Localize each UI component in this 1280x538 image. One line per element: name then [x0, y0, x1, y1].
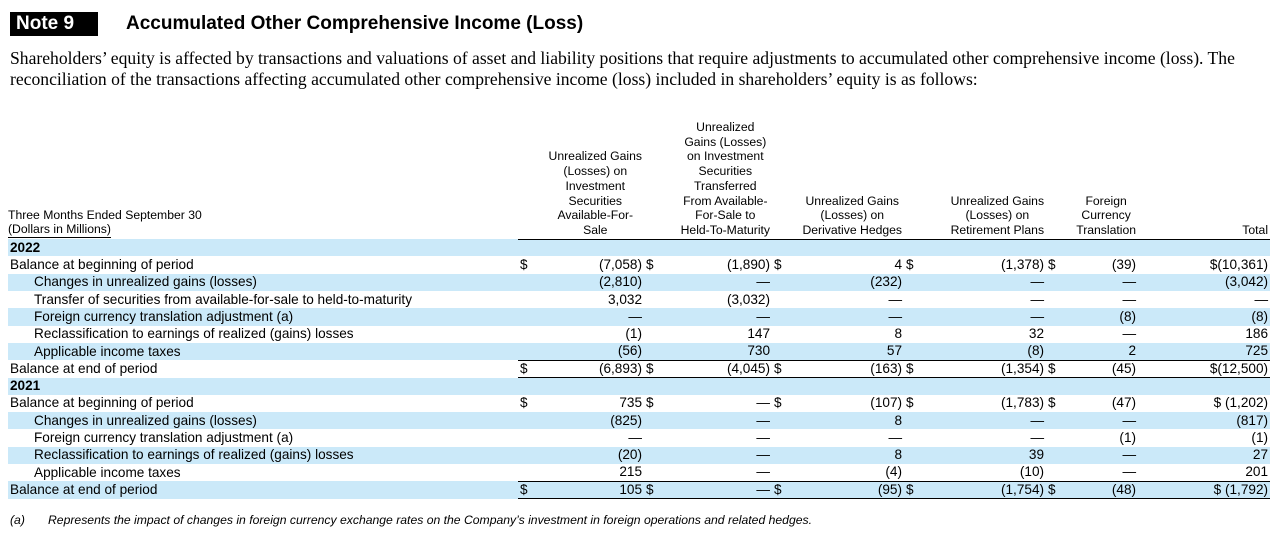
cell-value: — [1076, 447, 1138, 464]
dollar-sign [772, 326, 802, 343]
cell-value: (10) [934, 464, 1046, 481]
dollar-sign: $ [906, 257, 914, 273]
table-row [8, 464, 1270, 481]
cell-value: — [1122, 326, 1137, 342]
dollar-sign [644, 274, 674, 291]
cell-value: — [802, 308, 904, 325]
dollar-sign: $ [1046, 360, 1076, 377]
column-header-line: Retirement Plans [950, 222, 1045, 237]
section-year: 2022 [8, 239, 1270, 256]
dollar-sign [518, 464, 538, 481]
cell-value: (3,042) [1138, 274, 1270, 291]
row-label: Applicable income taxes [34, 464, 181, 480]
dollar-sign [904, 464, 934, 481]
dollar-sign [518, 326, 538, 343]
cell-value: — [674, 274, 772, 291]
row-header-line: (Dollars in Millions) [8, 222, 111, 237]
cell-value: — [1254, 291, 1269, 307]
dollar-sign [644, 326, 674, 343]
column-header [644, 120, 772, 239]
cell-value: 8 [894, 326, 903, 342]
cell-value: 32 [1028, 326, 1045, 342]
column-header-line: Currency [1081, 208, 1131, 223]
cell-value: (1,783) [1000, 395, 1045, 411]
column-header-line: Transferred [694, 178, 757, 193]
table-row [8, 429, 1270, 446]
dollar-sign: $ [772, 481, 802, 498]
dollar-sign [772, 447, 802, 464]
cell-value: (1,354) [934, 360, 1046, 377]
cell-value: 215 [538, 464, 644, 481]
cell-value: (56) [538, 343, 644, 360]
aoci-table-wrap [8, 120, 1270, 499]
cell-value: — [1030, 430, 1045, 446]
dollar-sign [518, 412, 538, 429]
dollar-sign: $ [518, 481, 538, 498]
cell-value: — [888, 291, 903, 307]
dollar-sign: $ [520, 257, 528, 273]
dollar-sign: $ [646, 257, 654, 273]
dollar-sign [1046, 429, 1076, 446]
dollar-sign: $ [644, 360, 674, 377]
cell-value: — [934, 412, 1046, 429]
column-header-line: For-Sale to [695, 208, 756, 223]
cell-value: (1) [625, 326, 643, 342]
dollar-sign [904, 412, 934, 429]
cell-value: (39) [1111, 257, 1137, 273]
cell-value: — [674, 447, 772, 464]
cell-value: (2,810) [538, 274, 644, 291]
table-row [8, 412, 1270, 429]
cell-value: $(12,500) [1138, 360, 1270, 377]
dollar-sign [518, 291, 538, 308]
dollar-sign [644, 291, 674, 308]
cell-value: 735 [619, 395, 643, 411]
cell-value: — [1076, 412, 1138, 429]
column-header-line: Unrealized Gains [805, 193, 899, 208]
column-header-line: Total [1242, 222, 1269, 237]
dollar-sign [644, 308, 674, 325]
cell-value: — [756, 430, 771, 446]
cell-value: (817) [1138, 412, 1270, 429]
dollar-sign [904, 326, 934, 343]
row-label: Applicable income taxes [8, 343, 518, 360]
dollar-sign: $ [1048, 395, 1056, 411]
dollar-sign: $ [1048, 257, 1056, 273]
column-header [1046, 120, 1138, 239]
dollar-sign [1046, 464, 1076, 481]
dollar-sign [1046, 308, 1076, 325]
table-row [8, 360, 1270, 377]
dollar-sign: $ [518, 360, 538, 377]
dollar-sign [904, 429, 934, 446]
note-number-badge: Note 9 [10, 12, 98, 36]
row-label: Reclassification to earnings of realized (gains) losses [34, 326, 354, 342]
dollar-sign [644, 429, 674, 446]
cell-value: (7,058) [598, 257, 643, 273]
cell-value: 8 [802, 447, 904, 464]
dollar-sign [772, 291, 802, 308]
cell-value: (95) [802, 481, 904, 498]
cell-value: 4 [894, 257, 903, 273]
cell-value: 186 [1245, 326, 1269, 342]
dollar-sign [1046, 326, 1076, 343]
column-header-line: Unrealized Gains [950, 193, 1045, 208]
dollar-sign [518, 274, 538, 291]
dollar-sign [644, 412, 674, 429]
cell-value: — [538, 308, 644, 325]
dollar-sign [772, 308, 802, 325]
dollar-sign [1046, 291, 1076, 308]
cell-value: (45) [1076, 360, 1138, 377]
dollar-sign: $ [904, 360, 934, 377]
cell-value: — [674, 412, 772, 429]
cell-value: — [628, 430, 643, 446]
cell-value: 105 [538, 481, 644, 498]
cell-value: (8) [934, 343, 1046, 360]
dollar-sign: $ [774, 257, 782, 273]
cell-value: (1,378) [1000, 257, 1045, 273]
dollar-sign: $ [1046, 481, 1076, 498]
cell-value: (1,890) [726, 257, 771, 273]
dollar-sign [1046, 274, 1076, 291]
dollar-sign [772, 464, 802, 481]
table-row [8, 447, 1270, 464]
column-header-line: Gains (Losses) [684, 134, 767, 149]
column-header-line: Unrealized Gains [548, 149, 643, 164]
cell-value: — [756, 395, 771, 411]
cell-value: $(10,361) [1209, 257, 1269, 273]
cell-value: 39 [934, 447, 1046, 464]
dollar-sign [518, 343, 538, 360]
note-header [10, 11, 583, 37]
dollar-sign [644, 343, 674, 360]
cell-value: (8) [1138, 308, 1270, 325]
cell-value: $ (1,202) [1213, 395, 1269, 411]
dollar-sign [518, 429, 538, 446]
cell-value: — [674, 481, 772, 498]
column-header-line: From Available- [683, 193, 768, 208]
dollar-sign [904, 291, 934, 308]
column-header-line: Translation [1076, 222, 1137, 237]
column-header-line: Foreign [1085, 193, 1127, 208]
cell-value: (4) [802, 464, 904, 481]
column-header-line: (Losses) on [563, 164, 628, 179]
cell-value: 730 [674, 343, 772, 360]
dollar-sign [518, 447, 538, 464]
row-label: Foreign currency translation adjustment (a) [34, 430, 294, 446]
cell-value: (47) [1111, 395, 1137, 411]
cell-value: — [1122, 291, 1137, 307]
cell-value: — [934, 308, 1046, 325]
row-label: Balance at end of period [10, 360, 158, 376]
cell-value: (20) [538, 447, 644, 464]
row-header-line: Three Months Ended September 30 [8, 207, 202, 222]
cell-value: 2 [1076, 343, 1138, 360]
cell-value: (3,032) [726, 291, 771, 307]
cell-value: — [934, 274, 1046, 291]
column-header [772, 120, 904, 239]
section-year-row [8, 378, 1270, 395]
row-label: Balance at end of period [8, 481, 518, 498]
cell-value: (163) [802, 360, 904, 377]
dollar-sign [518, 308, 538, 325]
row-label: Balance at beginning of period [10, 257, 194, 273]
cell-value: — [1076, 464, 1138, 481]
table-row [8, 256, 1270, 273]
column-header-line: Securities [568, 193, 623, 208]
column-header [1138, 120, 1270, 239]
intro-paragraph: Shareholders’ equity is affected by transactions and valuations of asset and liability positions that require adjustments to accumulated other comprehensive income (loss). The reconciliation of the transactions affecting accumulated other comprehensive income (loss) included in shareholders’ equity is as follows: [10, 48, 1235, 89]
column-header-line: Sale [583, 222, 608, 237]
row-label: Changes in unrealized gains (losses) [8, 274, 518, 291]
table-row [8, 308, 1270, 325]
column-header-line: Available-For- [557, 208, 634, 223]
cell-value: 3,032 [607, 291, 643, 307]
footnote-text: Represents the impact of changes in foreign currency exchange rates on the Company’s investment in foreign operations and related hedges. [48, 513, 812, 527]
cell-value: (4,045) [674, 360, 772, 377]
column-header-line: Derivative Hedges [802, 222, 903, 237]
column-header-line: Held-To-Maturity [680, 222, 771, 237]
column-header-line: on Investment [687, 149, 764, 164]
cell-value: $ (1,792) [1138, 481, 1270, 498]
dollar-sign [904, 274, 934, 291]
row-label: Foreign currency translation adjustment (a) [8, 308, 518, 325]
cell-value: — [674, 464, 772, 481]
cell-value: 147 [747, 326, 771, 342]
aoci-reconciliation-table [8, 120, 1270, 499]
row-label: Changes in unrealized gains (losses) [8, 412, 518, 429]
cell-value: (1) [1251, 430, 1269, 446]
dollar-sign [772, 412, 802, 429]
table-row [8, 481, 1270, 498]
column-header-line: Unrealized [696, 120, 755, 134]
dollar-sign [644, 447, 674, 464]
dollar-sign [644, 464, 674, 481]
table-row [8, 395, 1270, 412]
column-header-line: Investment [565, 178, 626, 193]
dollar-sign: $ [644, 481, 674, 498]
dollar-sign [1046, 447, 1076, 464]
section-year: 2021 [8, 378, 1270, 395]
cell-value: (232) [802, 274, 904, 291]
cell-value: (107) [870, 395, 903, 411]
cell-value: (1) [1119, 430, 1137, 446]
dollar-sign: $ [774, 395, 782, 411]
column-header-line: (Losses) on [965, 208, 1030, 223]
cell-value: 27 [1138, 447, 1270, 464]
cell-value: (6,893) [538, 360, 644, 377]
cell-value: — [674, 308, 772, 325]
column-header-line: (Losses) on [820, 208, 885, 223]
dollar-sign [904, 343, 934, 360]
dollar-sign [772, 429, 802, 446]
dollar-sign: $ [906, 395, 914, 411]
cell-value: 725 [1138, 343, 1270, 360]
cell-value: 57 [802, 343, 904, 360]
dollar-sign: $ [646, 395, 654, 411]
table-row [8, 274, 1270, 291]
column-header [518, 120, 644, 239]
table-body [8, 239, 1270, 498]
table-row [8, 343, 1270, 360]
row-label: Reclassification to earnings of realized (gains) losses [8, 447, 518, 464]
dollar-sign [1046, 343, 1076, 360]
dollar-sign [1046, 412, 1076, 429]
cell-value: — [888, 430, 903, 446]
dollar-sign [904, 308, 934, 325]
footnote [10, 512, 812, 528]
row-header [8, 120, 518, 239]
cell-value: (825) [538, 412, 644, 429]
cell-value: (1,754) [934, 481, 1046, 498]
cell-value: — [1076, 274, 1138, 291]
cell-value: 8 [802, 412, 904, 429]
cell-value: (48) [1076, 481, 1138, 498]
dollar-sign [772, 343, 802, 360]
dollar-sign: $ [772, 360, 802, 377]
row-label: Balance at beginning of period [10, 395, 194, 411]
column-header [904, 120, 1046, 239]
table-row [8, 291, 1270, 308]
dollar-sign: $ [904, 481, 934, 498]
table-header [8, 120, 1270, 239]
row-label: Transfer of securities from available-for-sale to held-to-maturity [34, 291, 412, 307]
footnote-mark: (a) [10, 513, 25, 527]
table-row [8, 326, 1270, 343]
dollar-sign: $ [520, 395, 528, 411]
column-header-line: Securities [698, 164, 753, 179]
section-year-row [8, 239, 1270, 256]
note-title: Accumulated Other Comprehensive Income (Loss) [126, 13, 584, 34]
cell-value: 201 [1138, 464, 1270, 481]
dollar-sign [772, 274, 802, 291]
cell-value: (8) [1076, 308, 1138, 325]
dollar-sign [904, 447, 934, 464]
cell-value: — [1030, 291, 1045, 307]
